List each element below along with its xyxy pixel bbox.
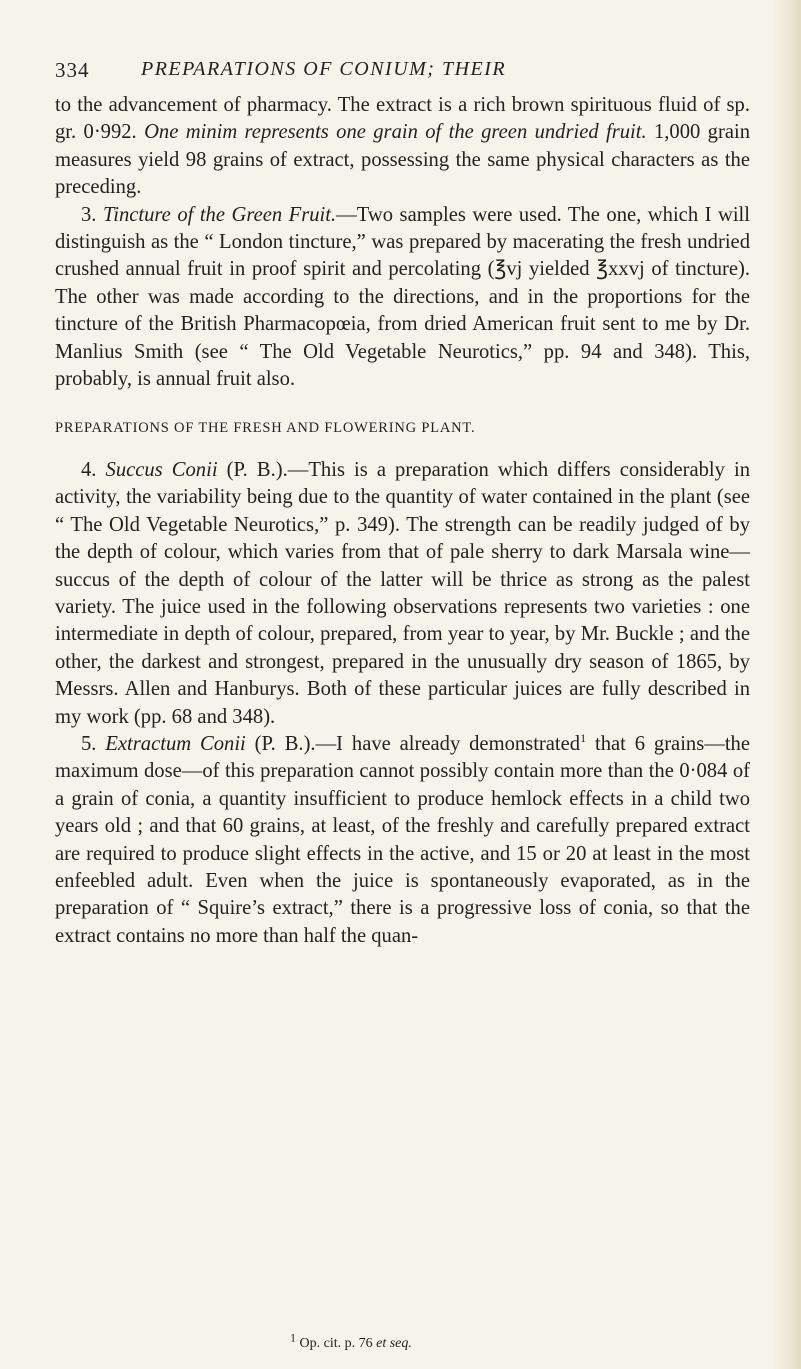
footnote-reference: 1	[580, 731, 587, 746]
paragraph-continuation	[55, 92, 750, 202]
paragraph-text: that 6 grains—the maximum dose—of this preparation cannot possibly contain more than the 0·084 of a grain of conia, a quantity insufficient to produce hemlock effects in a child two years old ; and that 60 grains, at least, of the freshly and carefully prepared extract are required to produce slight effects in the active, and 15 or 20 at least in the most enfeebled adult. Even when the juice is spontaneously evaporated, as in the preparation of “ Squire’s extract,” there is a progressive loss of conia, so that the extract contains no more than half the quan-	[55, 732, 750, 947]
paragraph-title: Succus Conii	[105, 458, 218, 481]
paragraph-title: Extractum Conii	[105, 732, 246, 755]
footnote-italic: et seq.	[376, 1336, 412, 1351]
page-edge	[773, 0, 801, 1369]
section-number: 3.	[81, 203, 103, 226]
paragraph-text: 1,000 grain measures yield 98 grains of extract, possessing the same physical characters as the preceding.	[55, 121, 750, 199]
page-header	[55, 58, 745, 88]
paragraph-tincture	[55, 202, 750, 394]
section-number: 5.	[81, 732, 106, 755]
section-number: 4.	[81, 458, 106, 481]
italic-text: One minim represents one grain of the green undried fruit.	[144, 121, 647, 144]
paragraph-text: to the advancement of pharmacy. The extract is a rich brown spirituous fluid of sp. gr. 0·992.	[55, 94, 750, 144]
paragraph-succus	[55, 457, 750, 731]
paragraph-text: —Two samples were used. The one, which I will distinguish as the “ London tincture,” was prepared by macerating the fresh undried crushed annual fruit in proof spirit and percolating (℥vj yielded ℥xxvj of tincture). The other was made according to the directions, and in the proportions for the tincture of the British Pharmacopœia, from dried American fruit sent to me by Dr. Manlius Smith (see “ The Old Vegetable Neurotics,” pp. 94 and 348). This, probably, is annual fruit also.	[55, 203, 750, 391]
section-heading: PREPARATIONS OF THE FRESH AND FLOWERING PLANT.	[55, 420, 476, 437]
paragraph-extractum	[55, 731, 750, 950]
footnote	[290, 1330, 412, 1353]
paragraph-text: (P. B.).—This is a preparation which differs considerably in activity, the variability being due to the quantity of water contained in the plant (see “ The Old Vegetable Neurotics,” p. 349). The strength can be readily judged of by the depth of colour, which varies from that of pale sherry to dark Marsala wine—succus of the depth of colour of the latter will be thrice as strong as the palest variety. The juice used in the following observations represents two varieties : one intermediate in depth of colour, prepared, from year to year, by Mr. Buckle ; and the other, the darkest and strongest, prepared in the unusually dry season of 1865, by Messrs. Allen and Hanburys. Both of these particular juices are fully described in my work (pp. 68 and 348).	[55, 458, 751, 728]
paragraph-title: Tincture of the Green Fruit.	[102, 203, 337, 226]
footnote-marker: 1	[290, 1330, 296, 1345]
running-head: PREPARATIONS OF CONIUM; THEIR	[141, 58, 507, 80]
footnote-text: Op. cit. p. 76	[296, 1336, 377, 1351]
body-text	[55, 92, 750, 950]
page-number: 334	[55, 58, 90, 82]
paragraph-text: (P. B.).—I have already demonstrated	[245, 732, 581, 755]
